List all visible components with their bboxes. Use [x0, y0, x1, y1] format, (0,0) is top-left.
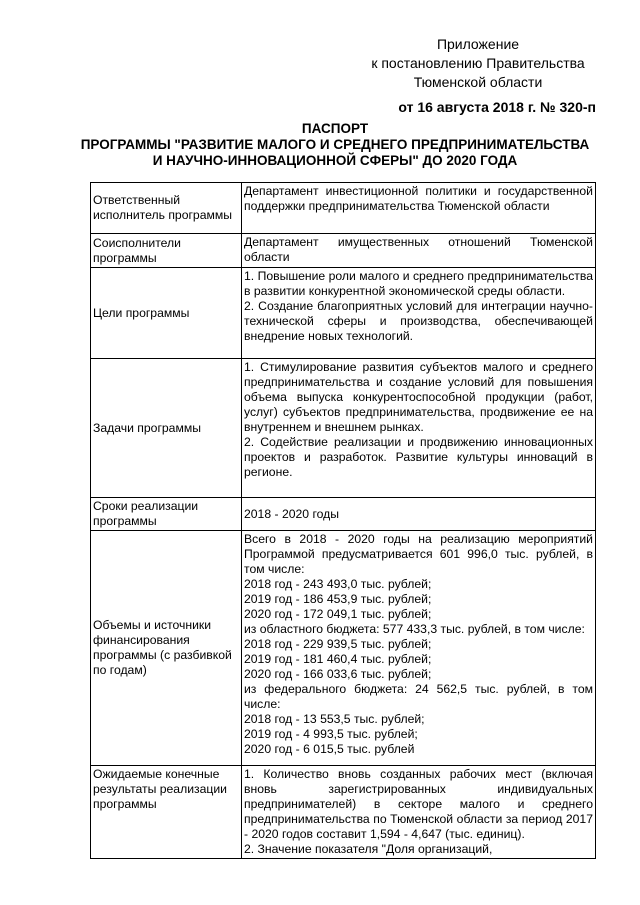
- row-label-funding: Объемы и источники финансирования программы (с разбивкой по годам): [91, 531, 242, 766]
- row-label-goals: Цели программы: [91, 268, 242, 359]
- row-label-coexecutors: Соисполнители программы: [91, 234, 242, 268]
- funding-line: 2020 год - 6 015,5 тыс. рублей: [244, 742, 415, 756]
- appendix-header: [360, 35, 596, 117]
- table-row: [91, 183, 596, 234]
- row-value-coexecutors: Департамент имущественных отношений Тюменской области: [242, 234, 596, 268]
- goal-item: 1. Повышение роли малого и среднего предпринимательства в развитии конкурентной экономической среды области.: [244, 269, 593, 298]
- funding-total: Всего в 2018 - 2020 годы на реализацию мероприятий Программой предусматривается 601 996,0 тыс. рублей, в том числе:: [244, 532, 593, 576]
- table-row: [91, 498, 596, 531]
- table-row: [91, 359, 596, 498]
- region-line: Тюменской области: [413, 74, 543, 90]
- task-item: 1. Стимулирование развития субъектов малого и среднего предпринимательства и создание условий для повышения объема выпуска конкурентоспособной продукции (работ, услуг) субъектов предпринимательства, продвижение ее на внутреннем и внешнем рынках.: [244, 360, 593, 434]
- funding-line: 2019 год - 186 453,9 тыс. рублей;: [244, 592, 432, 606]
- result-item: 1. Количество вновь созданных рабочих мест (включая вновь зарегистрированных индивидуальных предпринимателей) в секторе малого и среднего предпринимательства по Тюменской области за период 2017 - 2020 годов составит 1,594 - 4,647 (тыс. единиц).: [244, 767, 593, 841]
- table-row: [91, 531, 596, 766]
- table-row: [91, 766, 596, 859]
- resolution-date: от 16 августа 2018 г. № 320-п: [398, 99, 596, 115]
- resolution-line: к постановлению Правительства: [371, 55, 585, 71]
- row-value-terms: 2018 - 2020 годы: [242, 498, 596, 531]
- row-value-results: [242, 766, 596, 859]
- row-value-goals: [242, 268, 596, 359]
- document-title: [40, 121, 630, 169]
- row-value-executor: Департамент инвестиционной политики и государственной поддержки предпринимательства Тюменской области: [242, 183, 596, 234]
- row-label-terms: Сроки реализации программы: [91, 498, 242, 531]
- row-value-funding: [242, 531, 596, 766]
- funding-line: 2018 год - 229 939,5 тыс. рублей;: [244, 637, 432, 651]
- title-line-3: И НАУЧНО-ИННОВАЦИОННОЙ СФЕРЫ" ДО 2020 ГОДА: [152, 153, 518, 168]
- funding-line: 2020 год - 172 049,1 тыс. рублей;: [244, 607, 432, 621]
- funding-line: 2019 год - 181 460,4 тыс. рублей;: [244, 652, 432, 666]
- title-line-2: ПРОГРАММЫ "РАЗВИТИЕ МАЛОГО И СРЕДНЕГО ПРЕДПРИНИМАТЕЛЬСТВА: [80, 137, 590, 152]
- funding-regional: из областного бюджета: 577 433,3 тыс. рублей, в том числе:: [244, 622, 585, 636]
- funding-line: 2018 год - 13 553,5 тыс. рублей;: [244, 712, 425, 726]
- appendix-line: Приложение: [436, 36, 520, 52]
- funding-line: 2019 год - 4 993,5 тыс. рублей;: [244, 727, 418, 741]
- table-row: [91, 268, 596, 359]
- task-item: 2. Содействие реализации и продвижению инновационных проектов и разработок. Развитие культуры инноваций в регионе.: [244, 435, 593, 479]
- funding-federal: из федерального бюджета: 24 562,5 тыс. рублей, в том числе:: [244, 682, 593, 711]
- funding-line: 2020 год - 166 033,6 тыс. рублей;: [244, 667, 432, 681]
- row-label-tasks: Задачи программы: [91, 359, 242, 498]
- row-label-results: Ожидаемые конечные результаты реализации программы: [91, 766, 242, 859]
- result-item: 2. Значение показателя "Доля организаций,: [244, 842, 493, 856]
- table-row: [91, 234, 596, 268]
- row-label-executor: Ответственный исполнитель программы: [91, 183, 242, 234]
- row-value-tasks: [242, 359, 596, 498]
- goal-item: 2. Создание благоприятных условий для интеграции научно-технической сферы и производства, обеспечивающей внедрение новых технологий.: [244, 299, 593, 343]
- passport-table: [90, 182, 596, 859]
- title-line-1: ПАСПОРТ: [301, 121, 369, 136]
- funding-line: 2018 год - 243 493,0 тыс. рублей;: [244, 577, 432, 591]
